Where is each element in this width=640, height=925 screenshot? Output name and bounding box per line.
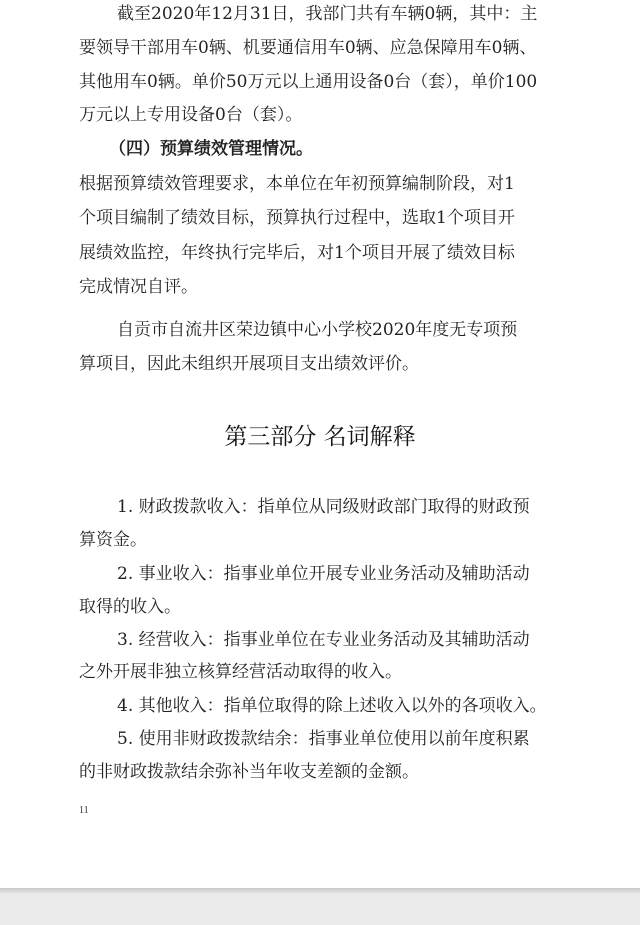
glossary-item-5-line-1: 5. 使用非财政拨款结余：指事业单位使用以前年度积累	[117, 729, 530, 749]
page-shadow	[0, 888, 640, 894]
project-para-line-1: 自贡市自流井区荣边镇中心小学校2020年度无专项预	[117, 320, 518, 340]
page-number: 11	[79, 805, 89, 816]
vehicle-para-line-1: 截至2020年12月31日，我部门共有车辆0辆，其中：主	[117, 4, 538, 24]
glossary-item-1-line-1: 1. 财政拨款收入：指单位从同级财政部门取得的财政预	[117, 497, 530, 517]
glossary-item-3-line-2: 之外开展非独立核算经营活动取得的收入。	[79, 662, 402, 682]
vehicle-para-line-3: 其他用车0辆。单价50万元以上通用设备0台（套），单价100	[79, 72, 538, 92]
performance-para-line-2: 个项目编制了绩效目标，预算执行过程中，选取1个项目开	[79, 208, 515, 228]
performance-para-line-4: 完成情况自评。	[79, 277, 198, 297]
performance-para-line-1: 根据预算绩效管理要求，本单位在年初预算编制阶段，对1	[79, 174, 515, 194]
vehicle-para-line-2: 要领导干部用车0辆、机要通信用车0辆、应急保障用车0辆、	[79, 38, 537, 58]
glossary-item-2-line-2: 取得的收入。	[79, 597, 181, 617]
glossary-item-4-line-1: 4. 其他收入：指单位取得的除上述收入以外的各项收入。	[117, 696, 547, 716]
glossary-item-1-line-2: 算资金。	[79, 530, 147, 550]
glossary-item-2-line-1: 2. 事业收入：指事业单位开展专业业务活动及辅助活动	[117, 564, 530, 584]
project-para-line-2: 算项目，因此未组织开展项目支出绩效评价。	[79, 354, 419, 374]
glossary-item-3-line-1: 3. 经营收入：指事业单位在专业业务活动及其辅助活动	[117, 630, 530, 650]
performance-para-line-3: 展绩效监控，年终执行完毕后，对1个项目开展了绩效目标	[79, 243, 515, 263]
vehicle-para-line-4: 万元以上专用设备0台（套）。	[79, 105, 303, 125]
budget-performance-heading: （四）预算绩效管理情况。	[109, 139, 313, 159]
glossary-item-5-line-2: 的非财政拨款结余弥补当年收支差额的金额。	[79, 762, 419, 782]
part3-title: 第三部分 名词解释	[224, 424, 416, 450]
